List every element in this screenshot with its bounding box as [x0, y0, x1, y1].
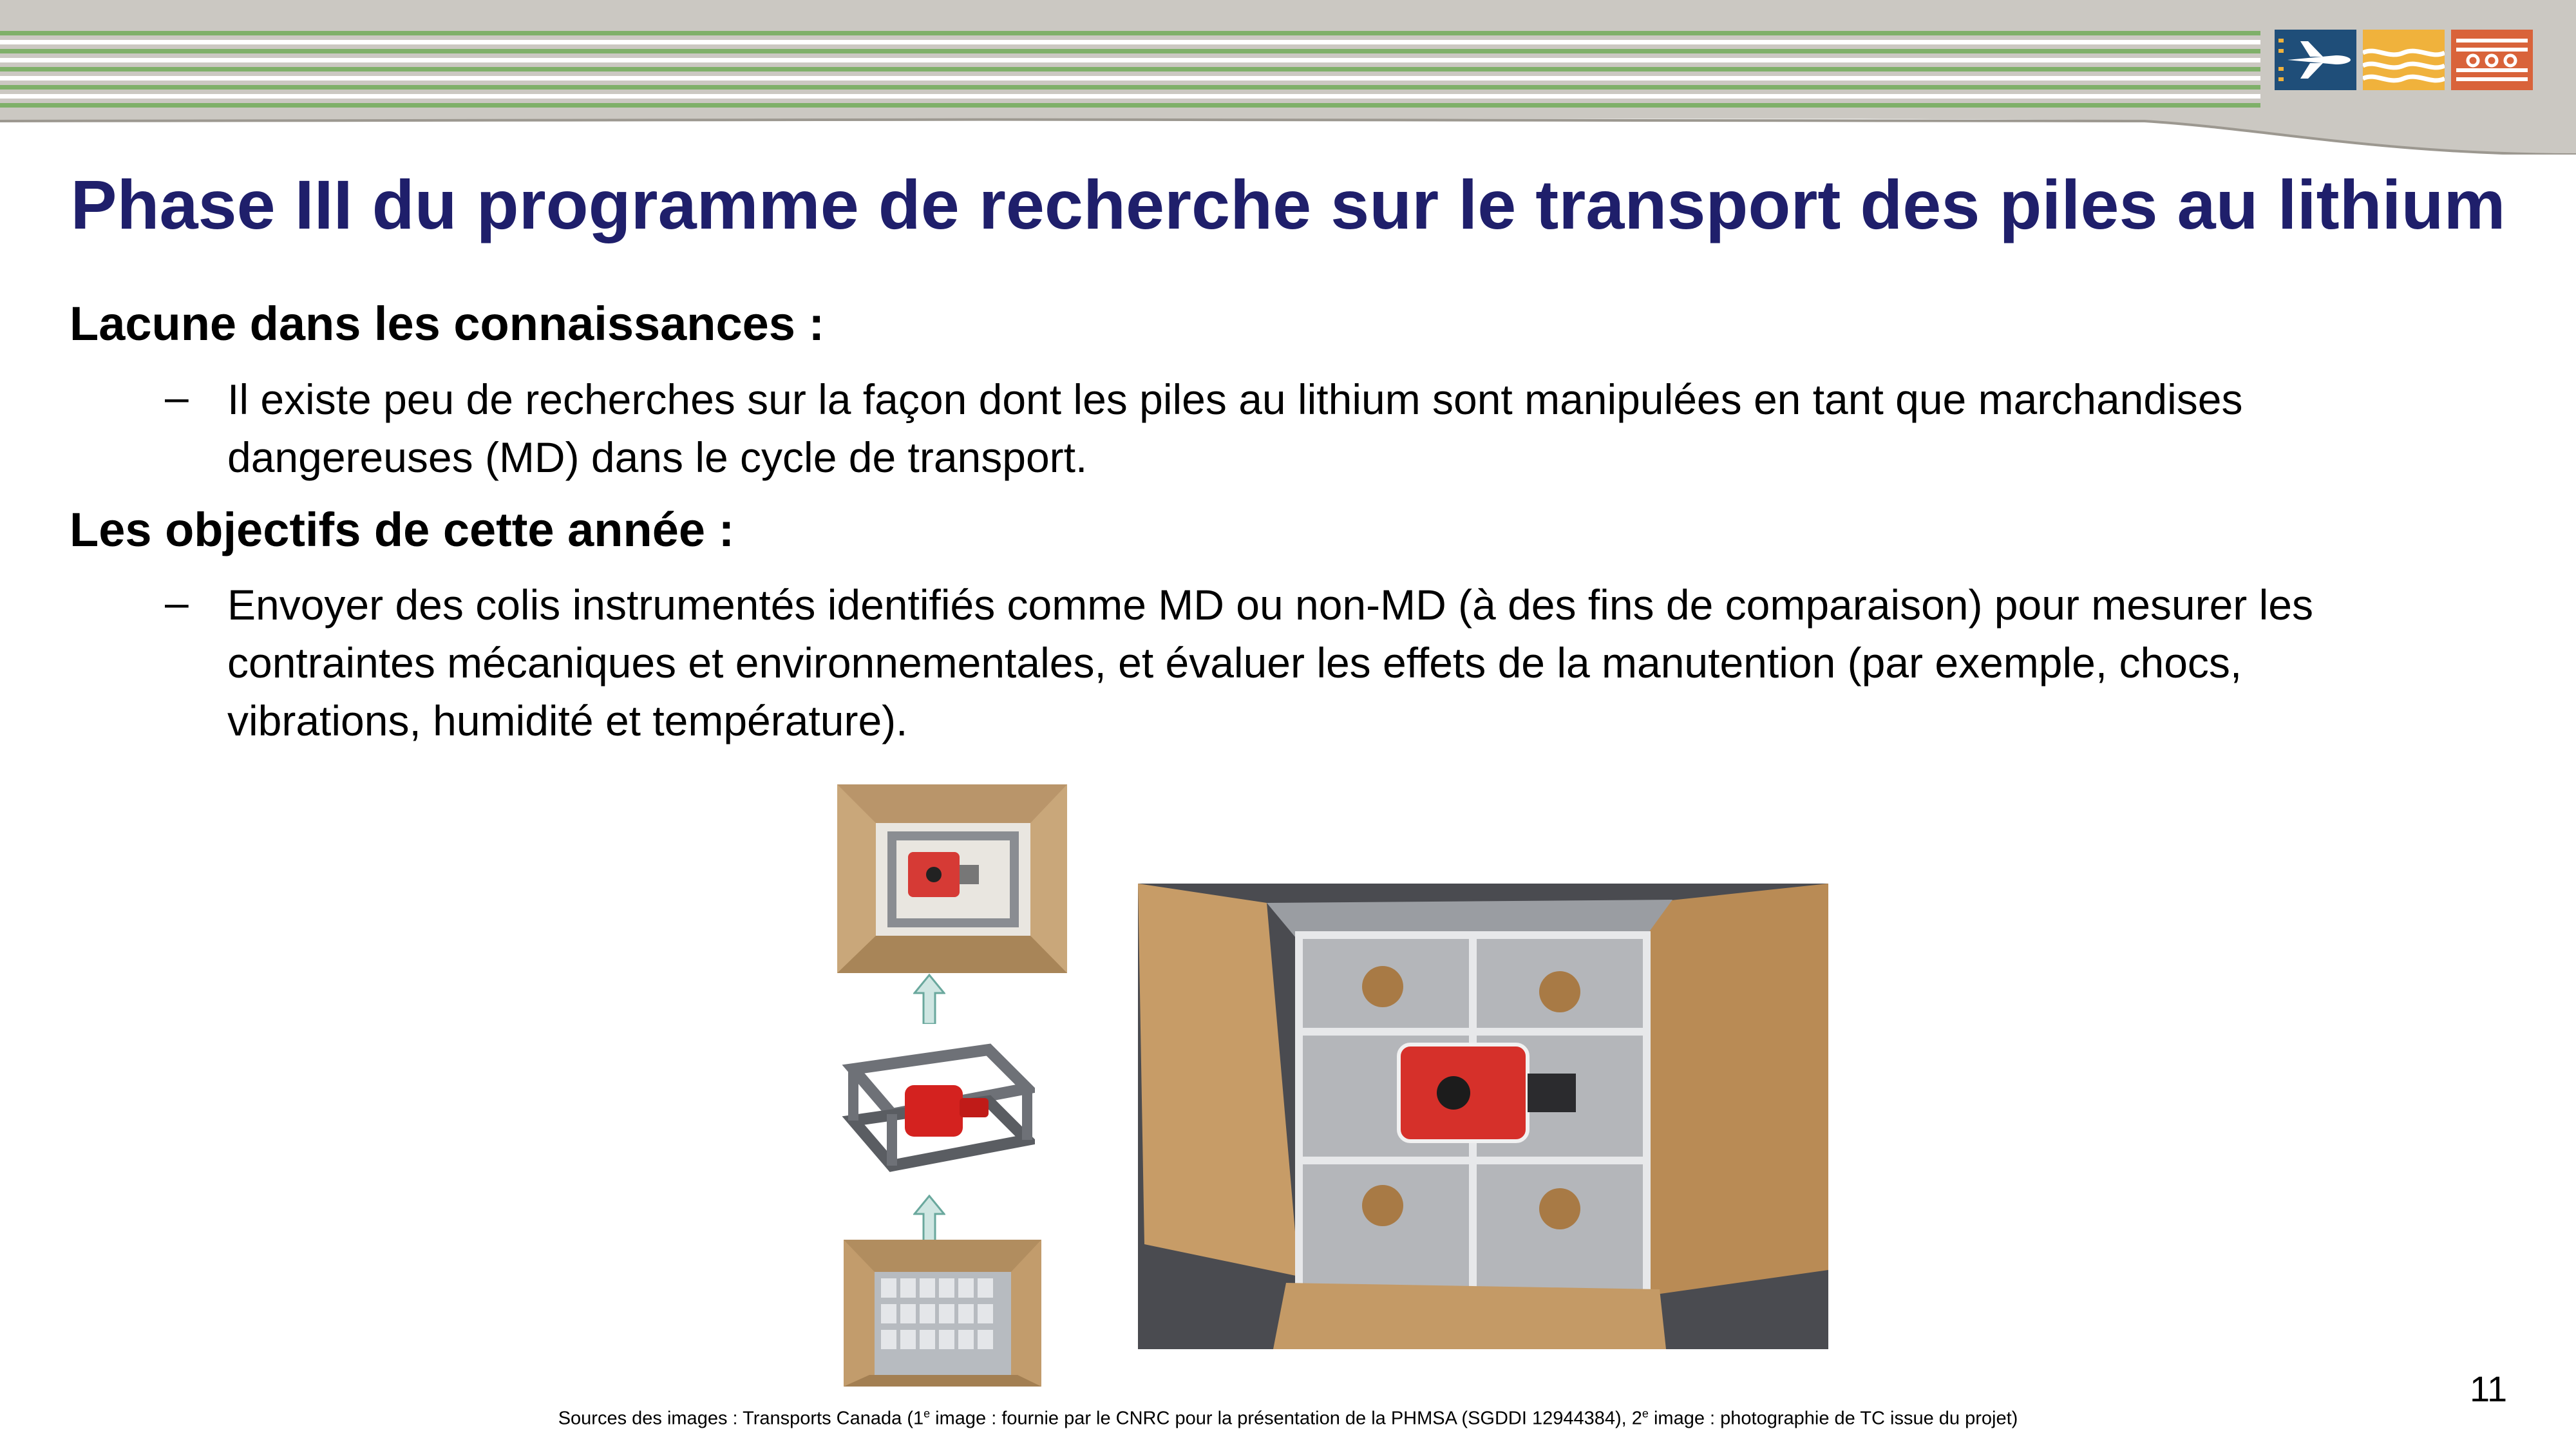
rail-mode-logo-icon: [2451, 30, 2533, 90]
bullet-marker: –: [165, 578, 189, 626]
page-number: 11: [2470, 1368, 2508, 1409]
knowledge-gap-line-2: dangereuses (MD) dans le cycle de transport.: [227, 433, 1088, 481]
battery-package-photo: [844, 1240, 1041, 1387]
package-top-photo: [837, 784, 1067, 973]
marine-mode-logo-icon: [2363, 30, 2445, 90]
arrow-up-icon: [913, 1195, 945, 1246]
caption-text: Sources des images : Transports Canada (1: [558, 1408, 924, 1429]
caption-superscript: e: [923, 1407, 931, 1420]
knowledge-gap-heading: Lacune dans les connaissances :: [70, 297, 825, 350]
header-band: [0, 0, 2576, 155]
knowledge-gap-line-1: Il existe peu de recherches sur la façon dont les piles au lithium sont manipulées en tant que marchandises: [227, 375, 2243, 423]
caption-superscript: e: [1642, 1407, 1649, 1420]
objectives-line-1: Envoyer des colis instrumentés identifiés comme MD ou non-MD (à des fins de comparaison) pour mesurer les: [227, 581, 2313, 629]
image-sources-caption: [0, 1407, 2576, 1430]
frame-assembly-render: [834, 1024, 1035, 1195]
objectives-line-3: vibrations, humidité et température).: [227, 697, 908, 744]
objectives-heading: Les objectifs de cette année :: [70, 503, 735, 556]
instrumented-box-photo: [1138, 884, 1828, 1349]
arrow-up-icon: [913, 974, 945, 1025]
objectives-line-2: contraintes mécaniques et environnementales, et évaluer les effets de la manutention (par exemple, chocs,: [227, 639, 2242, 687]
slide-title: Phase III du programme de recherche sur le transport des piles au lithium: [70, 166, 2506, 243]
caption-text: image : fournie par le CNRC pour la présentation de la PHMSA (SGDDI 12944384), 2: [930, 1408, 1642, 1429]
caption-text: image : photographie de TC issue du projet): [1648, 1408, 2018, 1429]
air-mode-logo-icon: [2275, 30, 2356, 90]
bullet-marker: –: [165, 373, 189, 421]
